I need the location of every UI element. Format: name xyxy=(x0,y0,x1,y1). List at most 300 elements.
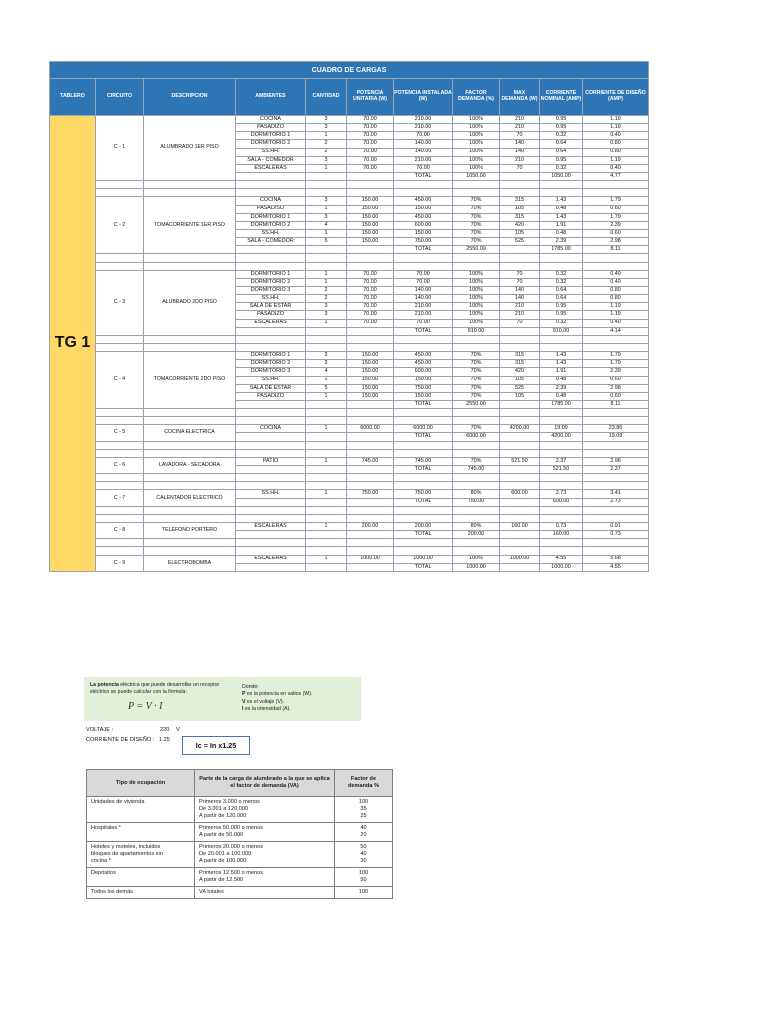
max-demanda-cell: 315 xyxy=(500,352,540,360)
corr-diseno-cell: 0.80 xyxy=(583,148,649,156)
max-demanda-cell: 1000.00 xyxy=(500,555,540,563)
empty-cell xyxy=(583,449,649,457)
pot-instalada-cell: 140.00 xyxy=(394,140,453,148)
corr-diseno-cell: 0.60 xyxy=(583,392,649,400)
empty-cell xyxy=(236,189,306,197)
empty-cell xyxy=(583,506,649,514)
pot-instalada-cell: 750.00 xyxy=(394,238,453,246)
empty-cell xyxy=(306,409,347,417)
empty-cell xyxy=(144,335,236,343)
empty-cell xyxy=(96,417,144,425)
empty-cell xyxy=(96,262,144,270)
pot-instalada-cell: 750.00 xyxy=(394,384,453,392)
empty-cell xyxy=(394,482,453,490)
empty-cell xyxy=(144,547,236,555)
empty-cell xyxy=(236,433,306,441)
pot-unitaria-cell: 1000.00 xyxy=(347,555,394,563)
pot-unitaria-cell: 70.00 xyxy=(347,319,394,327)
total-label: TOTAL xyxy=(394,400,453,408)
empty-cell xyxy=(394,539,453,547)
corr-diseno-cell: 0.40 xyxy=(583,132,649,140)
empty-cell xyxy=(144,181,236,189)
demanda-parte-cell xyxy=(195,822,335,841)
formula-box xyxy=(84,677,361,721)
empty-cell xyxy=(236,441,306,449)
empty-cell xyxy=(453,335,500,343)
empty-cell xyxy=(144,474,236,482)
empty-cell xyxy=(236,539,306,547)
corr-nominal-cell: 0.64 xyxy=(540,148,583,156)
pot-instalada-cell: 750.00 xyxy=(394,490,453,498)
empty-cell xyxy=(394,181,453,189)
demanda-factor-cell xyxy=(335,841,393,867)
table-row xyxy=(50,116,649,124)
pot-instalada-cell: 210.00 xyxy=(394,156,453,164)
empty-cell xyxy=(306,531,347,539)
def-symbol: V xyxy=(242,698,246,705)
pot-instalada-cell: 70.00 xyxy=(394,270,453,278)
factor-cell: 100% xyxy=(453,156,500,164)
empty-cell xyxy=(306,498,347,506)
corr-diseno-cell: 0.80 xyxy=(583,286,649,294)
empty-cell xyxy=(394,189,453,197)
pot-unitaria-cell: 150.00 xyxy=(347,368,394,376)
corr-diseno-cell: 0.60 xyxy=(583,205,649,213)
total-label: TOTAL xyxy=(394,172,453,180)
total-corr-nominal: 4.77 xyxy=(583,172,649,180)
descripcion-cell: TOMACORRIENTE 2DO PISO xyxy=(144,352,236,409)
total-max-demanda: 1785.00 xyxy=(540,246,583,254)
formula-intro-bold: La potencia xyxy=(90,682,119,688)
demanda-tipo-cell xyxy=(87,822,195,841)
empty-cell xyxy=(347,539,394,547)
max-demanda-cell: 70 xyxy=(500,132,540,140)
demanda-parte-line: De 20.001 a 100.000 xyxy=(199,850,252,857)
corr-nominal-cell: 0.64 xyxy=(540,295,583,303)
pot-unitaria-cell: 150.00 xyxy=(347,392,394,400)
factor-cell: 70% xyxy=(453,205,500,213)
cantidad-cell: 5 xyxy=(306,238,347,246)
descripcion-cell: ALUMBRADO 1ER PISO xyxy=(144,116,236,181)
empty-cell xyxy=(500,400,540,408)
empty-cell xyxy=(540,449,583,457)
empty-cell xyxy=(96,409,144,417)
factor-cell: 100% xyxy=(453,311,500,319)
corr-diseno-cell: 0.80 xyxy=(583,295,649,303)
empty-cell xyxy=(500,433,540,441)
pot-instalada-cell: 600.00 xyxy=(394,221,453,229)
pot-instalada-cell: 210.00 xyxy=(394,124,453,132)
empty-cell xyxy=(394,254,453,262)
corr-nominal-cell: 0.48 xyxy=(540,229,583,237)
empty-cell xyxy=(306,441,347,449)
factor-cell: 100% xyxy=(453,140,500,148)
cantidad-cell: 3 xyxy=(306,352,347,360)
formula-def-p xyxy=(242,691,312,698)
demanda-parte-cell xyxy=(195,797,335,823)
empty-cell xyxy=(144,539,236,547)
pot-instalada-cell: 210.00 xyxy=(394,303,453,311)
corr-diseno-cell: 2.96 xyxy=(583,457,649,465)
demanda-tipo-line: Depósitos xyxy=(91,869,116,876)
empty-cell xyxy=(453,262,500,270)
table-title: CUADRO DE CARGAS xyxy=(50,62,649,79)
empty-cell xyxy=(347,172,394,180)
cantidad-cell: 2 xyxy=(306,286,347,294)
corr-diseno-cell: 1.79 xyxy=(583,352,649,360)
empty-cell xyxy=(500,466,540,474)
formula-definitions xyxy=(242,684,312,713)
total-label: TOTAL xyxy=(394,246,453,254)
total-corr-nominal: 19.09 xyxy=(583,433,649,441)
header-tablero: TABLERO xyxy=(50,79,96,116)
total-label: TOTAL xyxy=(394,498,453,506)
max-demanda-cell: 105 xyxy=(500,205,540,213)
pot-instalada-cell: 150.00 xyxy=(394,205,453,213)
empty-cell xyxy=(96,343,144,351)
corr-diseno-cell: 1.79 xyxy=(583,213,649,221)
total-pot-instalada: 1000.00 xyxy=(453,563,500,571)
demanda-row xyxy=(87,886,393,898)
factor-cell: 70% xyxy=(453,368,500,376)
total-corr-nominal: 8.11 xyxy=(583,246,649,254)
empty-cell xyxy=(540,409,583,417)
ambiente-cell: PASADISO xyxy=(236,205,306,213)
demanda-header-tipo: Tipo de ocupación xyxy=(87,770,195,797)
empty-cell xyxy=(347,506,394,514)
corr-nominal-cell: 2.39 xyxy=(540,384,583,392)
empty-cell xyxy=(394,409,453,417)
spacer-row xyxy=(50,547,649,555)
empty-cell xyxy=(453,514,500,522)
empty-cell xyxy=(500,327,540,335)
empty-cell xyxy=(453,539,500,547)
corr-nominal-cell: 1.43 xyxy=(540,213,583,221)
factor-cell: 80% xyxy=(453,490,500,498)
corr-diseno-cell: 2.98 xyxy=(583,384,649,392)
empty-cell xyxy=(96,547,144,555)
empty-cell xyxy=(96,506,144,514)
demanda-factor-line: 30 xyxy=(360,857,367,864)
pot-unitaria-cell: 70.00 xyxy=(347,140,394,148)
empty-cell xyxy=(453,449,500,457)
demanda-factor-line: 25 xyxy=(360,812,367,819)
demanda-factor-line: 40 xyxy=(360,850,367,857)
total-label: TOTAL xyxy=(394,563,453,571)
empty-cell xyxy=(540,539,583,547)
demanda-body xyxy=(87,797,393,899)
formula-def-v xyxy=(242,699,312,706)
pot-unitaria-cell: 150.00 xyxy=(347,221,394,229)
empty-cell xyxy=(583,474,649,482)
corr-nominal-cell: 1.43 xyxy=(540,197,583,205)
pot-instalada-cell: 70.00 xyxy=(394,278,453,286)
ambiente-cell: DORMITORIO 3 xyxy=(236,286,306,294)
total-label: TOTAL xyxy=(394,466,453,474)
empty-cell xyxy=(144,409,236,417)
ambiente-cell: SALA DE ESTAR xyxy=(236,303,306,311)
demanda-parte-line: Primeros 50.000 o menos xyxy=(199,824,264,831)
empty-cell xyxy=(306,474,347,482)
empty-cell xyxy=(347,441,394,449)
corr-nominal-cell: 0.64 xyxy=(540,286,583,294)
spacer-row xyxy=(50,181,649,189)
empty-cell xyxy=(583,335,649,343)
total-corr-nominal: 2.73 xyxy=(583,498,649,506)
corr-nominal-cell: 2.37 xyxy=(540,457,583,465)
empty-cell xyxy=(540,474,583,482)
total-corr-nominal: 0.73 xyxy=(583,531,649,539)
demanda-parte-line: VA totales xyxy=(199,888,224,895)
empty-cell xyxy=(500,547,540,555)
empty-cell xyxy=(306,506,347,514)
ambiente-cell: SS.HH. xyxy=(236,229,306,237)
factor-cell: 100% xyxy=(453,555,500,563)
cantidad-cell: 4 xyxy=(306,221,347,229)
spacer-row xyxy=(50,343,649,351)
empty-cell xyxy=(500,417,540,425)
max-demanda-cell: 210 xyxy=(500,156,540,164)
empty-cell xyxy=(583,181,649,189)
demanda-row xyxy=(87,822,393,841)
corr-nominal-cell: 0.95 xyxy=(540,303,583,311)
total-pot-instalada: 200.00 xyxy=(453,531,500,539)
empty-cell xyxy=(540,181,583,189)
empty-cell xyxy=(306,246,347,254)
demanda-tipo-line: Hospitales * xyxy=(91,824,121,831)
empty-cell xyxy=(236,514,306,522)
demanda-tipo-line: Unidades de vivienda xyxy=(91,799,145,805)
factor-cell: 100% xyxy=(453,132,500,140)
corr-nominal-cell: 0.73 xyxy=(540,523,583,531)
empty-cell xyxy=(500,539,540,547)
max-demanda-cell: 210 xyxy=(500,116,540,124)
corr-nominal-cell: 1.91 xyxy=(540,368,583,376)
empty-cell xyxy=(347,433,394,441)
empty-cell xyxy=(306,343,347,351)
factor-cell: 70% xyxy=(453,384,500,392)
empty-cell xyxy=(306,433,347,441)
empty-cell xyxy=(500,449,540,457)
pot-instalada-cell: 450.00 xyxy=(394,213,453,221)
header-ambientes: AMBIENTES xyxy=(236,79,306,116)
header-circuito: CIRCUITO xyxy=(96,79,144,116)
empty-cell xyxy=(144,449,236,457)
spacer-row xyxy=(50,262,649,270)
circuito-cell: C - 9 xyxy=(96,555,144,571)
cantidad-cell: 3 xyxy=(306,360,347,368)
empty-cell xyxy=(394,506,453,514)
formula-equation: P = V · I xyxy=(128,701,163,712)
cantidad-cell: 1 xyxy=(306,523,347,531)
demanda-tipo-cell xyxy=(87,797,195,823)
empty-cell xyxy=(453,441,500,449)
demanda-factor-line: 20 xyxy=(360,831,367,838)
total-label: TOTAL xyxy=(394,433,453,441)
demanda-header-factor: Factor de demanda % xyxy=(335,770,393,797)
voltaje-value: 220 xyxy=(160,727,170,733)
total-pot-instalada: 910.00 xyxy=(453,327,500,335)
empty-cell xyxy=(540,417,583,425)
spacer-row xyxy=(50,417,649,425)
corr-nominal-cell: 0.32 xyxy=(540,278,583,286)
factor-cell: 70% xyxy=(453,213,500,221)
empty-cell xyxy=(236,531,306,539)
header-descripcion: DESCRIPCION xyxy=(144,79,236,116)
empty-cell xyxy=(500,246,540,254)
empty-cell xyxy=(500,262,540,270)
total-max-demanda: 4200.00 xyxy=(540,433,583,441)
cantidad-cell: 3 xyxy=(306,124,347,132)
empty-cell xyxy=(347,343,394,351)
empty-cell xyxy=(500,409,540,417)
cantidad-cell: 5 xyxy=(306,384,347,392)
factor-cell: 100% xyxy=(453,148,500,156)
empty-cell xyxy=(306,327,347,335)
empty-cell xyxy=(306,547,347,555)
empty-cell xyxy=(500,531,540,539)
empty-cell xyxy=(347,531,394,539)
max-demanda-cell: 521.50 xyxy=(500,457,540,465)
voltaje-unit: V xyxy=(176,727,180,733)
table-row xyxy=(50,523,649,531)
empty-cell xyxy=(96,189,144,197)
cantidad-cell: 3 xyxy=(306,156,347,164)
ambiente-cell: DORMITORIO 1 xyxy=(236,352,306,360)
demanda-parte-line: De 3.001 a 120.000 xyxy=(199,805,249,812)
pot-instalada-cell: 140.00 xyxy=(394,148,453,156)
demanda-tipo-cell xyxy=(87,867,195,886)
corr-nominal-cell: 0.32 xyxy=(540,164,583,172)
cantidad-cell: 1 xyxy=(306,205,347,213)
empty-cell xyxy=(583,514,649,522)
pot-unitaria-cell: 70.00 xyxy=(347,116,394,124)
table-row xyxy=(50,457,649,465)
total-pot-instalada: 6000.00 xyxy=(453,433,500,441)
empty-cell xyxy=(540,514,583,522)
empty-cell xyxy=(540,547,583,555)
empty-cell xyxy=(144,343,236,351)
factor-cell: 100% xyxy=(453,319,500,327)
empty-cell xyxy=(347,474,394,482)
demanda-factor-line: 35 xyxy=(360,805,367,812)
cuadro-body xyxy=(50,116,649,572)
pot-instalada-cell: 200.00 xyxy=(394,523,453,531)
cantidad-cell: 2 xyxy=(306,295,347,303)
empty-cell xyxy=(453,409,500,417)
ambiente-cell: DORMITORIO 1 xyxy=(236,270,306,278)
ambiente-cell: DORMITORIO 1 xyxy=(236,213,306,221)
empty-cell xyxy=(347,400,394,408)
descripcion-cell: CALENTADOR ELECTRICO xyxy=(144,490,236,506)
total-max-demanda: 1785.00 xyxy=(540,400,583,408)
pot-instalada-cell: 70.00 xyxy=(394,132,453,140)
pot-unitaria-cell: 6000.00 xyxy=(347,425,394,433)
empty-cell xyxy=(347,254,394,262)
ambiente-cell: SALA - COMEDOR xyxy=(236,156,306,164)
demanda-factor-line: 40 xyxy=(360,824,367,831)
table-row xyxy=(50,425,649,433)
total-corr-nominal: 2.37 xyxy=(583,466,649,474)
empty-cell xyxy=(144,262,236,270)
def-symbol: P xyxy=(242,691,246,698)
empty-cell xyxy=(236,262,306,270)
demanda-factor-line: 100 xyxy=(358,799,369,805)
corriente-diseno-label: CORRIENTE DE DISEÑO : xyxy=(86,737,155,743)
empty-cell xyxy=(347,327,394,335)
max-demanda-cell: 160.00 xyxy=(500,523,540,531)
pot-instalada-cell: 450.00 xyxy=(394,352,453,360)
empty-cell xyxy=(394,449,453,457)
empty-cell xyxy=(306,254,347,262)
empty-cell xyxy=(306,466,347,474)
pot-instalada-cell: 210.00 xyxy=(394,311,453,319)
empty-cell xyxy=(347,262,394,270)
cuadro-de-cargas-table xyxy=(49,61,649,572)
corr-diseno-cell: 1.79 xyxy=(583,197,649,205)
cantidad-cell: 1 xyxy=(306,457,347,465)
spacer-row xyxy=(50,506,649,514)
corr-diseno-cell: 0.40 xyxy=(583,164,649,172)
empty-cell xyxy=(583,547,649,555)
demanda-factor-line: 100 xyxy=(358,869,369,876)
demanda-parte-cell xyxy=(195,886,335,898)
empty-cell xyxy=(453,417,500,425)
ambiente-cell: SS.HH. xyxy=(236,295,306,303)
spacer-row xyxy=(50,539,649,547)
pot-unitaria-cell: 70.00 xyxy=(347,132,394,140)
factor-cell: 100% xyxy=(453,286,500,294)
factor-cell: 70% xyxy=(453,197,500,205)
empty-cell xyxy=(306,181,347,189)
voltaje-label: VOLTAJE : xyxy=(86,727,114,733)
cantidad-cell: 1 xyxy=(306,555,347,563)
factor-cell: 70% xyxy=(453,425,500,433)
def-text: es el voltaje (V). xyxy=(245,698,285,705)
pot-instalada-cell: 140.00 xyxy=(394,286,453,294)
empty-cell xyxy=(306,335,347,343)
corr-nominal-cell: 0.95 xyxy=(540,156,583,164)
total-max-demanda: 1000.00 xyxy=(540,563,583,571)
empty-cell xyxy=(500,498,540,506)
corr-nominal-cell: 1.91 xyxy=(540,221,583,229)
max-demanda-cell: 315 xyxy=(500,213,540,221)
max-demanda-cell: 600.00 xyxy=(500,490,540,498)
empty-cell xyxy=(453,506,500,514)
formula-def-i xyxy=(242,706,312,713)
pot-unitaria-cell: 150.00 xyxy=(347,205,394,213)
corr-nominal-cell: 2.73 xyxy=(540,490,583,498)
demanda-header-parte: Parte de la carga de alumbrado a la que se aplica el factor de demanda (VA) xyxy=(195,770,335,797)
empty-cell xyxy=(500,441,540,449)
ambiente-cell: DORMITORIO 2 xyxy=(236,221,306,229)
ambiente-cell: DORMITORIO 1 xyxy=(236,132,306,140)
empty-cell xyxy=(583,189,649,197)
empty-cell xyxy=(236,547,306,555)
total-max-demanda: 600.00 xyxy=(540,498,583,506)
pot-instalada-cell: 600.00 xyxy=(394,368,453,376)
cantidad-cell: 1 xyxy=(306,278,347,286)
demanda-parte-line: Primeros 12.500 o menos xyxy=(199,869,264,876)
empty-cell xyxy=(500,343,540,351)
cantidad-cell: 1 xyxy=(306,164,347,172)
pot-instalada-cell: 70.00 xyxy=(394,164,453,172)
empty-cell xyxy=(96,335,144,343)
empty-cell xyxy=(236,482,306,490)
demanda-tipo-line: cocina * xyxy=(91,857,111,864)
spacer-row xyxy=(50,189,649,197)
pot-instalada-cell: 6000.00 xyxy=(394,425,453,433)
